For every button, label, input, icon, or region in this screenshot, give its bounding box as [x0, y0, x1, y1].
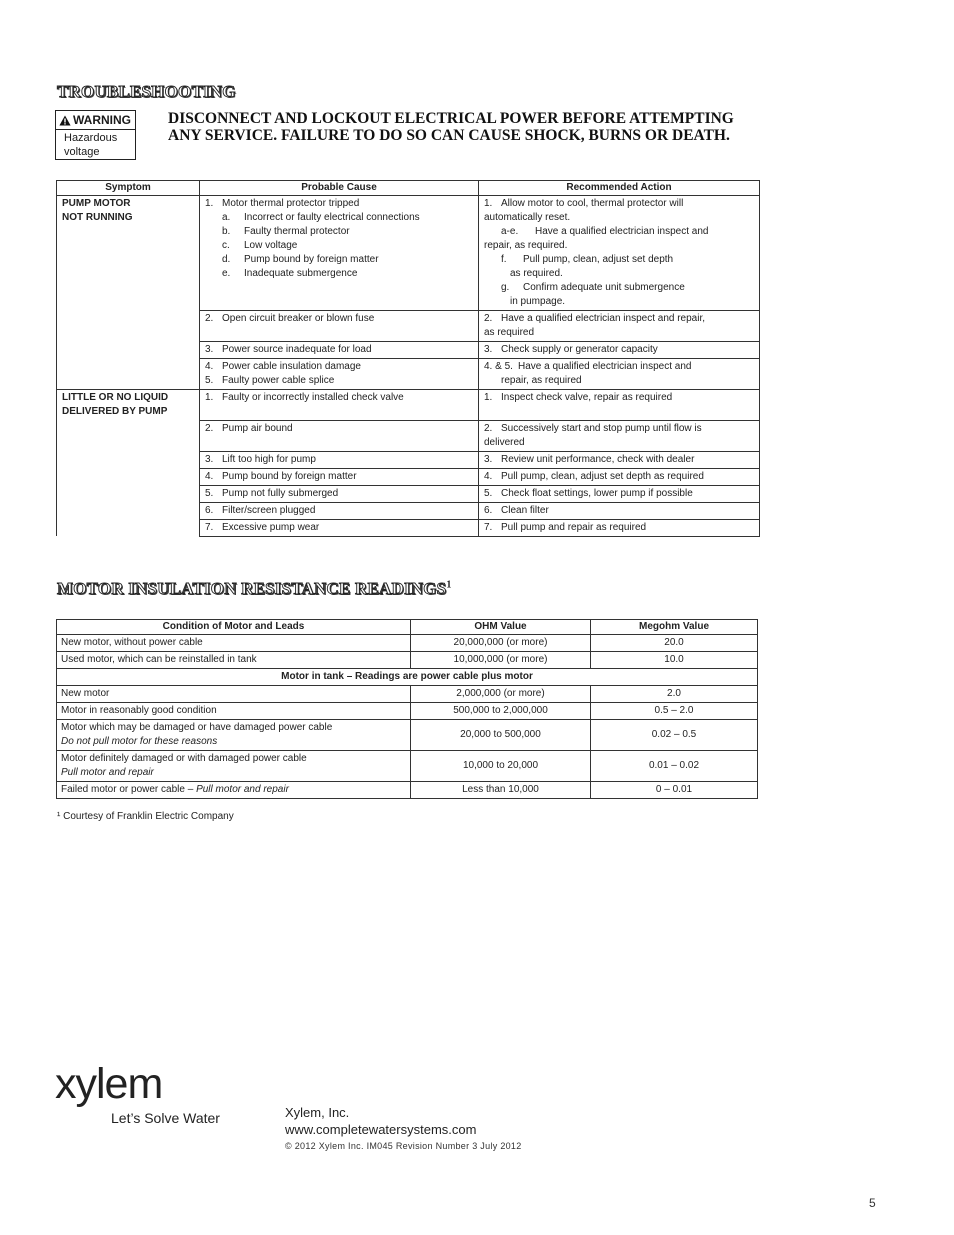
action-line	[484, 253, 754, 267]
cause-line	[205, 360, 473, 374]
recommended-action-cell	[479, 420, 760, 451]
recommended-action-cell	[479, 451, 760, 468]
item-number: 5.	[205, 375, 214, 386]
column-header-megohm: Megohm Value	[591, 620, 758, 635]
troubleshooting-row	[57, 311, 760, 342]
probable-cause-cell	[200, 485, 479, 502]
item-number: 2.	[484, 422, 493, 434]
symptom-cell	[57, 451, 200, 468]
troubleshooting-row	[57, 420, 760, 451]
item-text: Faulty thermal protector	[244, 226, 350, 237]
probable-cause-cell	[200, 420, 479, 451]
ohm-value-cell: 2,000,000 (or more)	[411, 686, 591, 703]
action-line	[484, 211, 754, 225]
insulation-row	[57, 652, 758, 669]
warning-label	[55, 110, 136, 160]
item-number: 2.	[205, 422, 214, 434]
symptom-cell	[57, 502, 200, 519]
troubleshooting-row	[57, 519, 760, 536]
item-text: Pump bound by foreign matter	[222, 470, 357, 482]
condition-text: Motor which may be damaged or have damaged power cable	[61, 722, 333, 733]
item-text: Motor thermal protector tripped	[222, 198, 360, 209]
action-line	[484, 343, 754, 357]
item-number: 7.	[205, 521, 214, 533]
symptom-cell	[57, 519, 200, 536]
action-line	[484, 436, 754, 450]
warning-label-header	[56, 111, 135, 130]
item-text: Have a qualified electrician inspect and repair,	[501, 313, 706, 324]
item-text: Power cable insulation damage	[222, 361, 361, 372]
item-number: 7.	[484, 521, 493, 533]
megohm-value-cell: 0.02 – 0.5	[591, 720, 758, 751]
item-text: Pull pump and repair as required	[501, 521, 647, 533]
insulation-row	[57, 782, 758, 799]
item-number: d.	[222, 254, 231, 265]
company-name: Xylem, Inc.	[285, 1105, 350, 1120]
item-text: automatically reset.	[484, 212, 571, 223]
item-text: as required	[484, 327, 535, 338]
recommended-action-cell	[479, 342, 760, 359]
item-text: repair, as required.	[484, 240, 568, 251]
insulation-section-row	[57, 669, 758, 686]
action-line	[484, 239, 754, 253]
symptom-cell	[57, 342, 200, 359]
item-number: 1.	[205, 392, 214, 403]
item-text: Faulty or incorrectly installed check valve	[222, 392, 404, 403]
ohm-value-cell: 10,000 to 20,000	[411, 751, 591, 782]
symptom-cell	[57, 485, 200, 502]
probable-cause-cell	[200, 196, 479, 311]
insulation-heading-text: MOTOR INSULATION RESISTANCE READINGS	[57, 579, 447, 598]
ohm-value-cell: Less than 10,000	[411, 782, 591, 799]
item-text: Power source inadequate for load	[222, 344, 372, 355]
action-line	[484, 225, 754, 239]
condition-text: Motor in reasonably good condition	[61, 705, 217, 716]
probable-cause-cell	[200, 390, 479, 421]
megohm-value-cell: 0.01 – 0.02	[591, 751, 758, 782]
item-number: 4.	[205, 470, 214, 482]
megohm-value-cell: 0.5 – 2.0	[591, 703, 758, 720]
cause-line	[205, 391, 473, 405]
symptom-cell	[57, 468, 200, 485]
item-number: 3.	[484, 453, 493, 465]
page-number: 5	[869, 1196, 876, 1210]
cause-line	[205, 504, 473, 518]
troubleshooting-row	[57, 390, 760, 421]
cause-line	[205, 239, 473, 253]
troubleshooting-table	[56, 180, 760, 537]
column-header-symptom: Symptom	[57, 181, 200, 196]
recommended-action-cell	[479, 196, 760, 311]
item-text: Pump bound by foreign matter	[244, 254, 379, 265]
action-line	[484, 453, 754, 467]
warning-label-text: WARNING	[73, 113, 131, 127]
item-number: 4.	[205, 361, 214, 372]
item-number: 4.	[484, 470, 493, 482]
action-line	[484, 312, 754, 326]
ohm-value-cell: 20,000 to 500,000	[411, 720, 591, 751]
ohm-value-cell: 20,000,000 (or more)	[411, 635, 591, 652]
insulation-row	[57, 703, 758, 720]
item-text: as required.	[510, 268, 563, 279]
troubleshooting-row	[57, 342, 760, 359]
troubleshooting-header-row	[57, 181, 760, 196]
item-text: delivered	[484, 436, 525, 448]
troubleshooting-row	[57, 468, 760, 485]
item-number: c.	[222, 240, 230, 251]
symptom-text: DELIVERED BY PUMP	[62, 406, 168, 417]
recommended-action-cell	[479, 519, 760, 536]
column-header-recommended-action: Recommended Action	[479, 181, 760, 196]
cause-line	[205, 487, 473, 501]
probable-cause-cell	[200, 311, 479, 342]
cause-line	[205, 470, 473, 484]
item-text: Pull pump, clean, adjust set depth	[523, 254, 674, 265]
megohm-value-cell: 20.0	[591, 635, 758, 652]
cause-line	[205, 197, 473, 211]
troubleshooting-row	[57, 485, 760, 502]
item-text: Open circuit breaker or blown fuse	[222, 313, 375, 324]
megohm-value-cell: 10.0	[591, 652, 758, 669]
cause-line	[205, 374, 473, 388]
condition-cell	[57, 703, 411, 720]
condition-cell	[57, 686, 411, 703]
action-line	[484, 504, 754, 518]
condition-text: Motor definitely damaged or with damaged power cable	[61, 753, 307, 764]
column-header-probable-cause: Probable Cause	[200, 181, 479, 196]
item-number: 1.	[484, 392, 493, 403]
item-number: 3.	[205, 453, 214, 465]
item-text: Successively start and stop pump until flow is	[501, 422, 702, 434]
action-line	[484, 326, 754, 340]
insulation-table	[56, 619, 758, 799]
action-line	[484, 422, 754, 436]
item-text: Confirm adequate unit submergence	[523, 282, 685, 293]
troubleshooting-row	[57, 196, 760, 311]
item-text: Excessive pump wear	[222, 521, 320, 533]
action-line	[484, 521, 754, 535]
condition-note: Do not pull motor for these reasons	[61, 736, 218, 747]
insulation-heading	[57, 579, 452, 599]
item-number: e.	[222, 268, 231, 279]
item-text: in pumpage.	[510, 296, 566, 307]
condition-cell	[57, 751, 411, 782]
item-number: 2.	[205, 313, 214, 324]
ohm-value-cell: 500,000 to 2,000,000	[411, 703, 591, 720]
megohm-value-cell: 2.0	[591, 686, 758, 703]
item-number: f.	[501, 254, 507, 265]
probable-cause-cell	[200, 502, 479, 519]
condition-text: New motor, without power cable	[61, 637, 203, 648]
cause-line	[205, 453, 473, 467]
item-text: Pump not fully submerged	[222, 487, 339, 499]
recommended-action-cell	[479, 311, 760, 342]
ohm-value-cell: 10,000,000 (or more)	[411, 652, 591, 669]
symptom-text: LITTLE OR NO LIQUID	[62, 392, 169, 403]
condition-cell	[57, 635, 411, 652]
insulation-row	[57, 635, 758, 652]
item-number: b.	[222, 226, 231, 237]
item-text: Inadequate submergence	[244, 268, 358, 279]
warning-message: DISCONNECT AND LOCKOUT ELECTRICAL POWER BEFORE ATTEMPTING ANY SERVICE. FAILURE TO DO SO CAN CAUSE SHOCK, BURNS OR DEATH.	[168, 110, 734, 144]
probable-cause-cell	[200, 342, 479, 359]
item-text: Faulty power cable splice	[222, 375, 335, 386]
item-number: 1.	[205, 198, 214, 209]
symptom-cell-pump-motor-not-running	[57, 196, 200, 311]
cause-line	[205, 343, 473, 357]
action-line	[484, 487, 754, 501]
cause-line	[205, 267, 473, 281]
cause-line	[205, 422, 473, 436]
action-line	[484, 374, 754, 388]
condition-text: Failed motor or power cable –	[61, 784, 197, 795]
probable-cause-cell	[200, 451, 479, 468]
item-number: a-e.	[501, 226, 519, 237]
item-number: 2.	[484, 313, 493, 324]
item-text: Allow motor to cool, thermal protector will	[501, 198, 684, 209]
copyright-line: © 2012 Xylem Inc. IM045 Revision Number 3 July 2012	[285, 1141, 522, 1151]
insulation-header-row	[57, 620, 758, 635]
symptom-cell-little-or-no-liquid	[57, 390, 200, 421]
item-number: a.	[222, 212, 231, 223]
troubleshooting-heading: TROUBLESHOOTING	[57, 82, 236, 101]
condition-note: Pull motor and repair	[196, 784, 289, 795]
item-text: Have a qualified electrician inspect and	[518, 361, 692, 372]
warning-triangle-icon	[59, 115, 71, 126]
warning-hazard-line1: Hazardous	[64, 132, 118, 144]
item-number: g.	[501, 282, 510, 293]
company-info	[285, 1104, 476, 1138]
megohm-value-cell: 0 – 0.01	[591, 782, 758, 799]
troubleshooting-row	[57, 359, 760, 390]
item-text: Review unit performance, check with dealer	[501, 453, 695, 465]
cause-line	[205, 312, 473, 326]
action-line	[484, 360, 754, 374]
cause-line	[205, 521, 473, 535]
item-text: Have a qualified electrician inspect and	[535, 226, 709, 237]
symptom-cell	[57, 420, 200, 451]
action-line	[484, 197, 754, 211]
column-header-ohm: OHM Value	[411, 620, 591, 635]
symptom-cell	[57, 311, 200, 342]
recommended-action-cell	[479, 359, 760, 390]
action-line	[484, 470, 754, 484]
recommended-action-cell	[479, 390, 760, 421]
item-text: Check supply or generator capacity	[501, 344, 658, 355]
item-text: repair, as required	[501, 375, 582, 386]
footnote: ¹ Courtesy of Franklin Electric Company	[57, 811, 234, 822]
insulation-heading-footnote-mark: 1	[446, 579, 452, 591]
logo-tagline: Let’s Solve Water	[111, 1110, 220, 1126]
probable-cause-cell	[200, 359, 479, 390]
insulation-row	[57, 751, 758, 782]
item-number: 6.	[484, 504, 493, 516]
recommended-action-cell	[479, 502, 760, 519]
symptom-cell	[57, 359, 200, 390]
item-number: 4. & 5.	[484, 361, 513, 372]
insulation-row	[57, 686, 758, 703]
item-text: Clean filter	[501, 504, 549, 516]
item-text: Pump air bound	[222, 422, 293, 434]
condition-cell	[57, 720, 411, 751]
company-website[interactable]: www.completewatersystems.com	[285, 1122, 477, 1137]
condition-cell	[57, 652, 411, 669]
cause-line	[205, 211, 473, 225]
symptom-text: NOT RUNNING	[62, 212, 133, 223]
symptom-text: PUMP MOTOR	[62, 198, 131, 209]
action-line	[484, 295, 754, 309]
item-text: Inspect check valve, repair as required	[501, 392, 673, 403]
cause-line	[205, 225, 473, 239]
column-header-condition: Condition of Motor and Leads	[57, 620, 411, 635]
item-text: Pull pump, clean, adjust set depth as required	[501, 470, 704, 482]
warning-label-body	[56, 130, 135, 159]
item-number: 5.	[205, 487, 214, 499]
item-text: Low voltage	[244, 240, 298, 251]
condition-text: New motor	[61, 688, 110, 699]
recommended-action-cell	[479, 468, 760, 485]
troubleshooting-row	[57, 451, 760, 468]
cause-line	[205, 253, 473, 267]
motor-in-tank-label: Motor in tank – Readings are power cable plus motor	[57, 669, 758, 686]
item-number: 1.	[484, 198, 493, 209]
insulation-row	[57, 720, 758, 751]
probable-cause-cell	[200, 468, 479, 485]
condition-cell	[57, 782, 411, 799]
condition-note: Pull motor and repair	[61, 767, 154, 778]
xylem-logo: xylem	[55, 1060, 163, 1108]
item-number: 3.	[484, 344, 493, 355]
troubleshooting-row	[57, 502, 760, 519]
item-text: Lift too high for pump	[222, 453, 316, 465]
item-text: Filter/screen plugged	[222, 504, 316, 516]
warning-hazard-line2: voltage	[64, 146, 100, 158]
item-number: 6.	[205, 504, 214, 516]
probable-cause-cell	[200, 519, 479, 536]
recommended-action-cell	[479, 485, 760, 502]
condition-text: Used motor, which can be reinstalled in tank	[61, 654, 257, 665]
item-text: Incorrect or faulty electrical connections	[244, 212, 420, 223]
item-number: 5.	[484, 487, 493, 499]
action-line	[484, 281, 754, 295]
item-text: Check float settings, lower pump if possible	[501, 487, 693, 499]
action-line	[484, 391, 754, 405]
action-line	[484, 267, 754, 281]
item-number: 3.	[205, 344, 214, 355]
